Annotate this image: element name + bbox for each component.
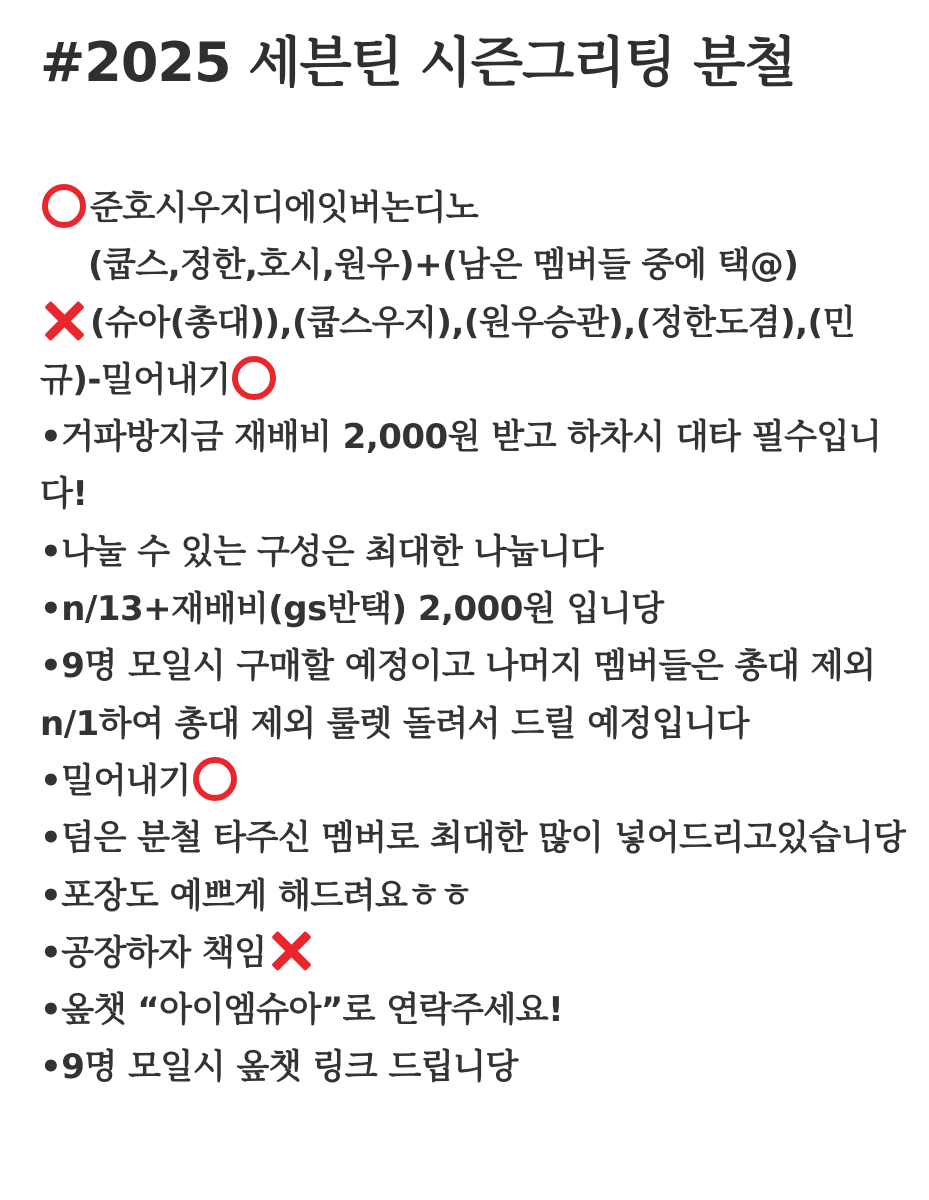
line-member-options [40, 237, 920, 294]
line-text: •9명 모일시 구매할 예정이고 나머지 멤버들은 총대 제외 [40, 646, 876, 687]
line-text: •9명 모일시 옾챗 링크 드립니당 [40, 1047, 518, 1088]
line-excluded-groups [40, 295, 920, 352]
line-bonus-note [40, 810, 920, 867]
line-member-list [40, 180, 920, 237]
line-text: 준호시우지디에잇버논디노 [90, 188, 479, 228]
line-text: (슈아(총대)),(쿱스우지),(원우승관),(정한도겸),(민 [90, 302, 855, 343]
red-circle-icon [42, 184, 86, 228]
line-purchase-note-cont [40, 696, 920, 753]
line-deposit-note [40, 409, 920, 466]
line-text: 규)-밀어내기 [40, 359, 231, 400]
line-text: •포장도 예쁘게 해드려요ㅎㅎ [40, 875, 473, 916]
line-text: •n/13+재배비(gs반택) 2,000원 입니당 [40, 589, 664, 630]
page-title: #2025 세븐틴 시즌그리팅 분철 [40, 31, 796, 94]
line-packaging-note [40, 868, 920, 925]
line-link-note [40, 1039, 920, 1096]
line-text: •밀어내기 [40, 760, 191, 801]
line-text: •나눌 수 있는 구성은 최대한 나눕니다 [40, 531, 604, 572]
red-x-icon [269, 929, 313, 973]
red-x-icon [42, 299, 86, 343]
red-circle-icon [193, 757, 237, 801]
line-text: 다! [40, 474, 88, 515]
line-push-out [40, 753, 920, 810]
line-text: •공장하자 책임 [40, 932, 267, 973]
line-text: n/1하여 총대 제외 룰렛 돌려서 드릴 예정입니다 [40, 703, 749, 744]
red-circle-icon [232, 356, 276, 400]
line-price-note [40, 581, 920, 638]
line-text: •옾챗 “아이엠슈아”로 연락주세요! [40, 990, 564, 1031]
line-text: •덤은 분철 타주신 멤버로 최대한 많이 넣어드리고있습니당 [40, 818, 906, 859]
line-split-note [40, 524, 920, 581]
line-text: •거파방지금 재배비 2,000원 받고 하차시 대타 필수입니 [40, 417, 882, 458]
line-deposit-note-cont [40, 466, 920, 523]
line-purchase-note [40, 638, 920, 695]
post-body [40, 180, 920, 1097]
line-text: (쿱스,정한,호시,원우)+(남은 멤버들 중에 택@) [88, 245, 799, 286]
line-excluded-groups-cont [40, 352, 920, 409]
line-contact-note [40, 982, 920, 1039]
line-defect-note [40, 925, 920, 982]
